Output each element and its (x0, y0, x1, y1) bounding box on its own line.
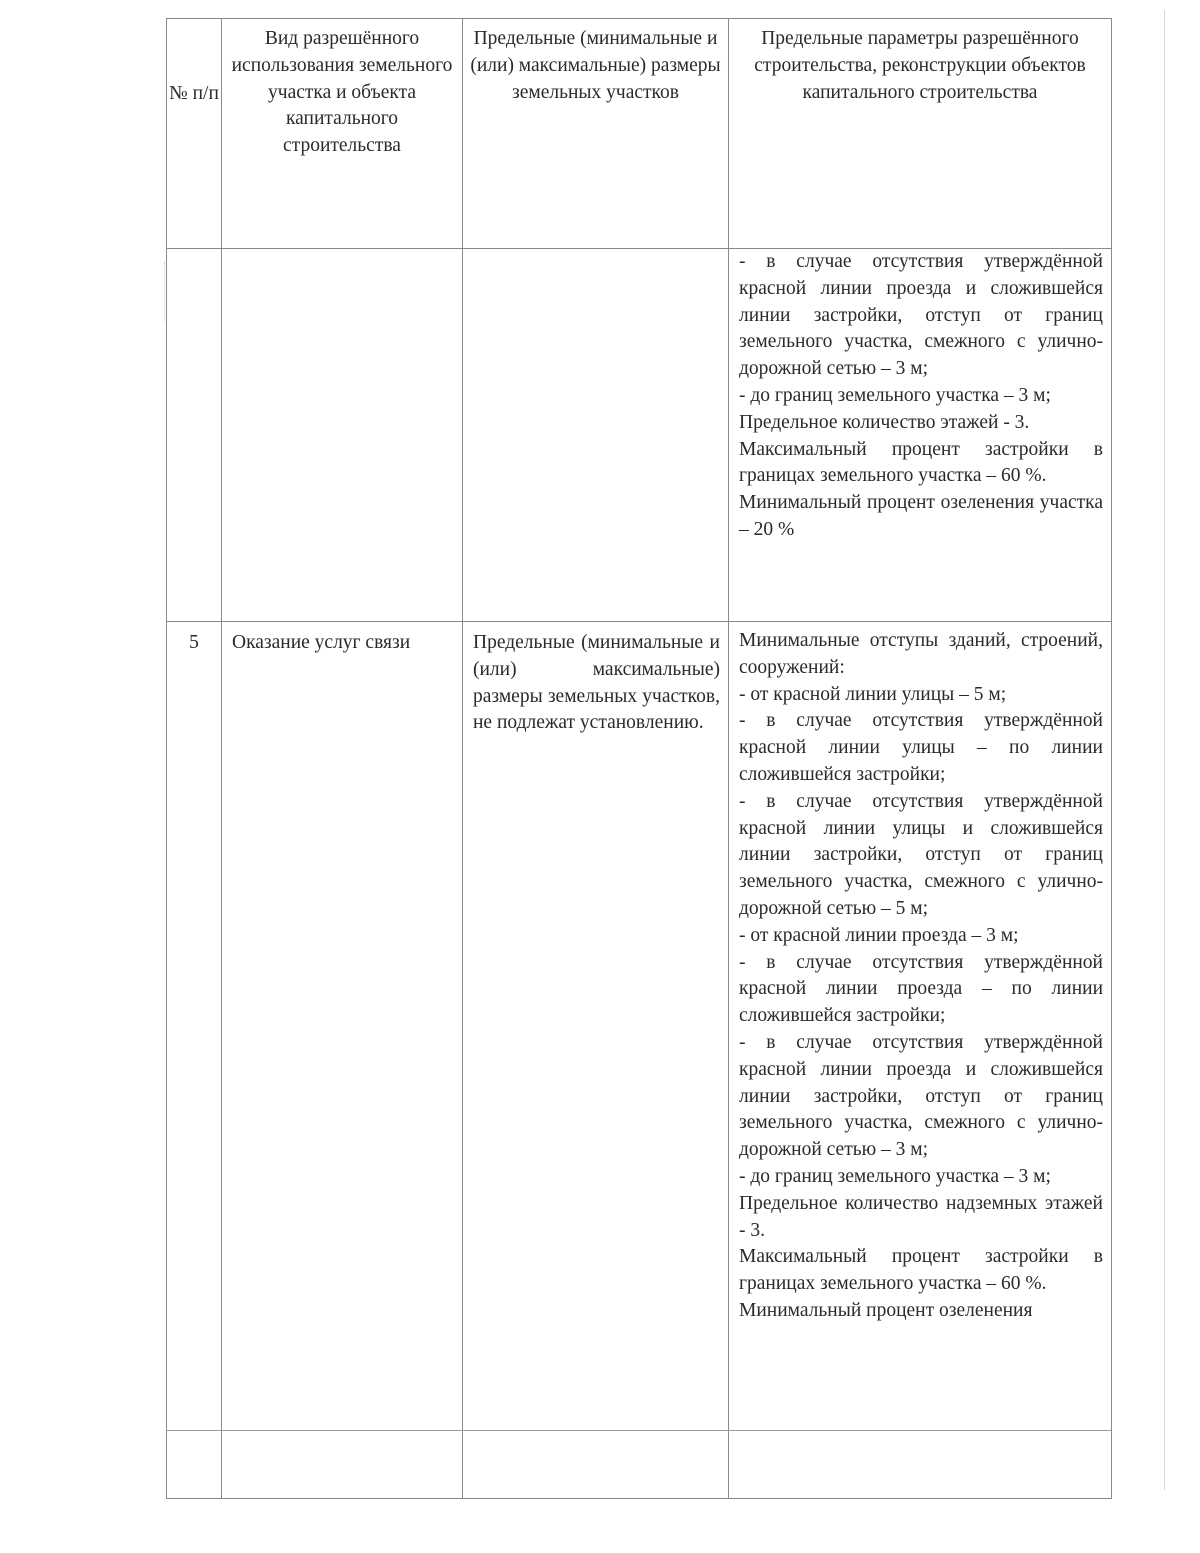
param-line: - в случае отсутствия утверждённой красной линии улицы и сложившейся линии застройки, отступ от границ земельного участка, смежного с улично-дорожной сетью – 5 м; (739, 790, 1103, 919)
param-line: Максимальный процент застройки в границах земельного участка – 60 %. (739, 1246, 1103, 1295)
param-line: Предельное количество этажей - 3. (739, 411, 1030, 433)
cell-construction-params (729, 249, 1112, 622)
param-line: - в случае отсутствия утверждённой красной линии проезда и сложившейся линии застройки, отступ от границ земельного участка, смежного с улично-дорожной сетью – 3 м; (739, 1031, 1103, 1161)
cell-permitted-use: Оказание услуг связи (222, 622, 463, 1499)
cell-permitted-use (222, 249, 463, 622)
cell-construction-params (729, 622, 1112, 1499)
param-line: - от красной линии улицы – 5 м; (739, 683, 1007, 705)
header-number: № п/п (167, 19, 222, 249)
cell-plot-sizes: Предельные (минимальные и (или) максимальные) размеры земельных участков, не подлежат установлению. (463, 622, 729, 1499)
header-construction-params: Предельные параметры разрешённого строительства, реконструкции объектов капитального строительства (729, 19, 1112, 249)
param-line: Предельное количество надземных этажей - 3. (739, 1192, 1103, 1241)
cell-plot-sizes (463, 249, 729, 622)
header-permitted-use: Вид разрешённого использования земельного участка и объекта капитального строительства (222, 19, 463, 249)
param-line: - до границ земельного участка – 3 м; (739, 384, 1051, 406)
scan-edge-line (1164, 10, 1165, 1490)
table-row (167, 622, 1112, 1499)
param-line: Минимальный процент озеленения участка – 20 % (739, 492, 1103, 540)
cell-number (167, 249, 222, 622)
param-line: Минимальные отступы зданий, строений, сооружений: (739, 630, 1103, 678)
param-line: Максимальный процент застройки в границах земельного участка – 60 %. (739, 438, 1103, 487)
cell-number: 5 (167, 622, 222, 1499)
param-line: - от красной линии проезда – 3 м; (739, 924, 1019, 946)
param-line: - в случае отсутствия утверждённой красной линии улицы – по линии сложившейся застройки; (739, 710, 1103, 785)
param-line: - до границ земельного участка – 3 м; (739, 1165, 1051, 1187)
table-header-row (167, 19, 1112, 249)
param-line: - в случае отсутствия утверждённой красной линии проезда – по линии сложившейся застройки; (739, 951, 1103, 1027)
table-bottom-rule (166, 1430, 1111, 1431)
land-use-table (166, 18, 1112, 1499)
header-plot-sizes: Предельные (минимальные и (или) максимальные) размеры земельных участков (463, 19, 729, 249)
param-line: - в случае отсутствия утверждённой красной линии проезда и сложившейся линии застройки, отступ от границ земельного участка, смежного с улично-дорожной сетью – 3 м; (739, 251, 1103, 380)
table-row-continued (167, 249, 1112, 622)
param-line: Минимальный процент озеленения (739, 1299, 1033, 1321)
